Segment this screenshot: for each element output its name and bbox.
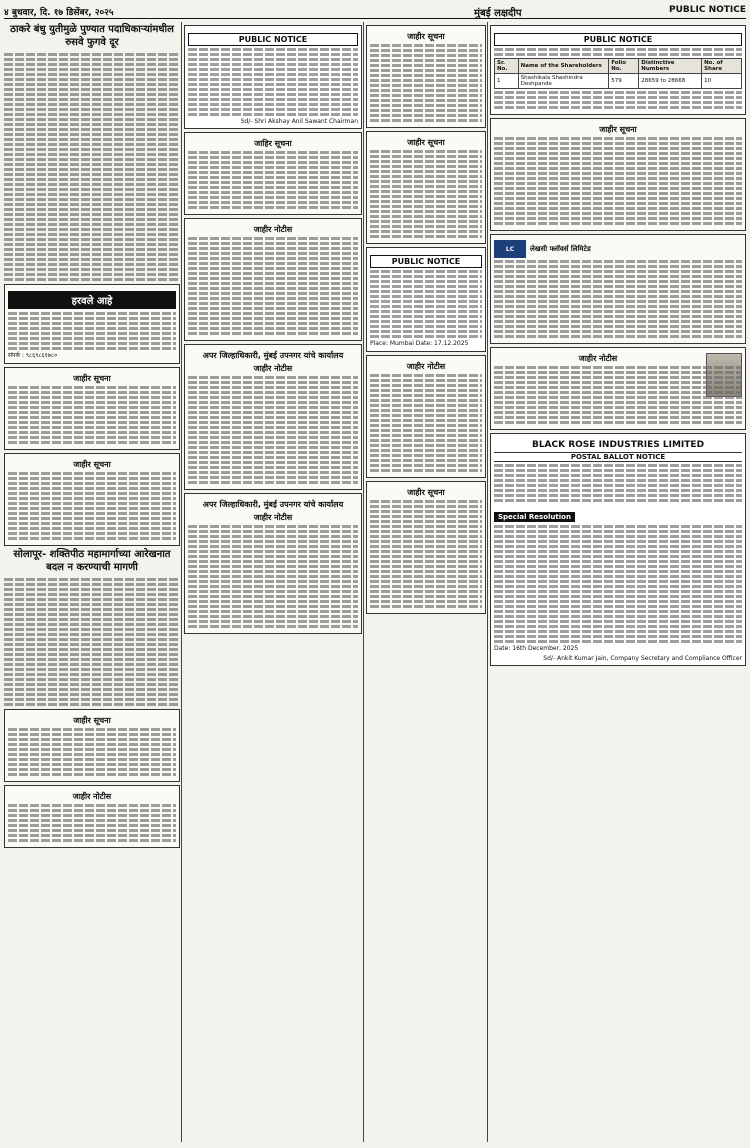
notice-a [184, 132, 362, 215]
notice-title: PUBLIC NOTICE [494, 33, 742, 46]
table-header: Name of the Shareholders [518, 59, 609, 74]
notice-title: PUBLIC NOTICE [188, 33, 358, 46]
notice-a [366, 25, 486, 128]
share-notice [490, 25, 746, 115]
place-date: Place: Mumbai Date: 17.12.2025 [370, 340, 469, 347]
table-header: No. of Share [702, 59, 742, 74]
notice-title: जाहीर सूचना [73, 460, 111, 470]
notice-title: जाहीर सूचना [407, 488, 445, 498]
company-title: BLACK ROSE INDUSTRIES LIMITED [531, 440, 705, 450]
column-rule [363, 22, 364, 1142]
table-header: Folio No. [609, 59, 639, 74]
issue-date: ४ बुधवार, दि. १७ डिसेंबर, २०२५ [4, 8, 114, 18]
notice-title: जाहीर सूचना [599, 125, 637, 134]
brand-block [494, 240, 742, 258]
notice-title: जाहीर सूचना [407, 138, 445, 147]
notice-title: जाहीर सूचना [73, 374, 111, 384]
signature: Sd/- Ankit Kumar Jain, Company Secretary and Compliance Officer [543, 655, 742, 663]
column-1 [4, 22, 180, 1142]
company-name: लेखसी फ्लॉवर्स लिमिटेड [530, 244, 591, 253]
masthead [4, 4, 746, 19]
notice-4 [4, 785, 180, 848]
notice-c [366, 355, 486, 478]
body-text [4, 53, 180, 281]
notice-title: जाहीर नोटीस [578, 354, 618, 363]
collector-notice-2 [184, 493, 362, 634]
company-logo: LC [494, 240, 526, 258]
notice-1 [4, 367, 180, 450]
body-text [4, 578, 180, 706]
shares-table [494, 58, 742, 89]
resolution-tag: Special Resolution [494, 512, 575, 522]
paper-name: मुंबई लक्षदीप [474, 8, 522, 19]
notice-date: Date: 16th December, 2025 [494, 645, 579, 652]
table-row [495, 74, 742, 89]
lead-headline: ठाकरे बंधु युतीमुळे पुण्यात पदाधिकाऱ्यांमधील रुसवे फुगवे दूर [10, 24, 174, 48]
notice-title: जाहीर नोटीस [253, 364, 293, 373]
column-rule [181, 22, 182, 1142]
table-header: Sr. No. [495, 59, 519, 74]
notice-a [490, 118, 746, 231]
notice-title: जाहीर नोटीस [253, 513, 293, 522]
collector-notice-1 [184, 344, 362, 490]
notice-title: जाहीर नोटीस [253, 225, 293, 234]
notice-d [366, 481, 486, 614]
notice-title: जाहीर नोटीस [72, 792, 112, 802]
column-3 [366, 22, 486, 1142]
column-4 [490, 22, 746, 1142]
table-cell: 10 [702, 74, 742, 89]
lost-notice [4, 284, 180, 364]
notice-2 [4, 453, 180, 546]
column-rule [487, 22, 488, 1142]
authority: अपर जिल्हाधिकारी, मुंबई उपनगर यांचे कार्यालय [202, 500, 344, 509]
table-header: Distinctive Numbers [639, 59, 702, 74]
public-notice-en [366, 247, 486, 352]
table-cell: 1 [495, 74, 519, 89]
table-cell: 579 [609, 74, 639, 89]
black-rose-notice [490, 433, 746, 666]
column-2 [184, 22, 362, 1142]
notice-b [184, 218, 362, 341]
table-cell: 28659 to 28668 [639, 74, 702, 89]
lost-band: हरवले आहे [8, 291, 176, 309]
public-notice-en [184, 25, 362, 129]
notice-title: जाहिर सूचना [254, 139, 292, 148]
notice-b [366, 131, 486, 244]
company-notice [490, 234, 746, 344]
contact: संपर्क : ९८६९८६१७८० [8, 352, 58, 359]
notice-b [490, 347, 746, 430]
notice-title: जाहीर सूचना [407, 32, 445, 41]
authority: अपर जिल्हाधिकारी, मुंबई उपनगर यांचे कार्यालय [202, 351, 344, 360]
table-cell: Shashikala Shashindra Deshpande [518, 74, 609, 89]
notice-3 [4, 709, 180, 782]
notice-title: जाहीर सूचना [73, 716, 111, 726]
notice-title: PUBLIC NOTICE [370, 255, 482, 268]
signature: Sd/- Shri Akshay Anil Sawant Chairman [240, 118, 358, 125]
page-label: PUBLIC NOTICE [668, 5, 746, 15]
story-headline: सोलापूर- शक्तिपीठ महामार्गाच्या आरेखनात बदल न करण्याची मागणी [13, 549, 171, 573]
postal-ballot-title: POSTAL BALLOT NOTICE [494, 452, 742, 462]
notice-title: जाहीर नोटीस [406, 362, 446, 372]
